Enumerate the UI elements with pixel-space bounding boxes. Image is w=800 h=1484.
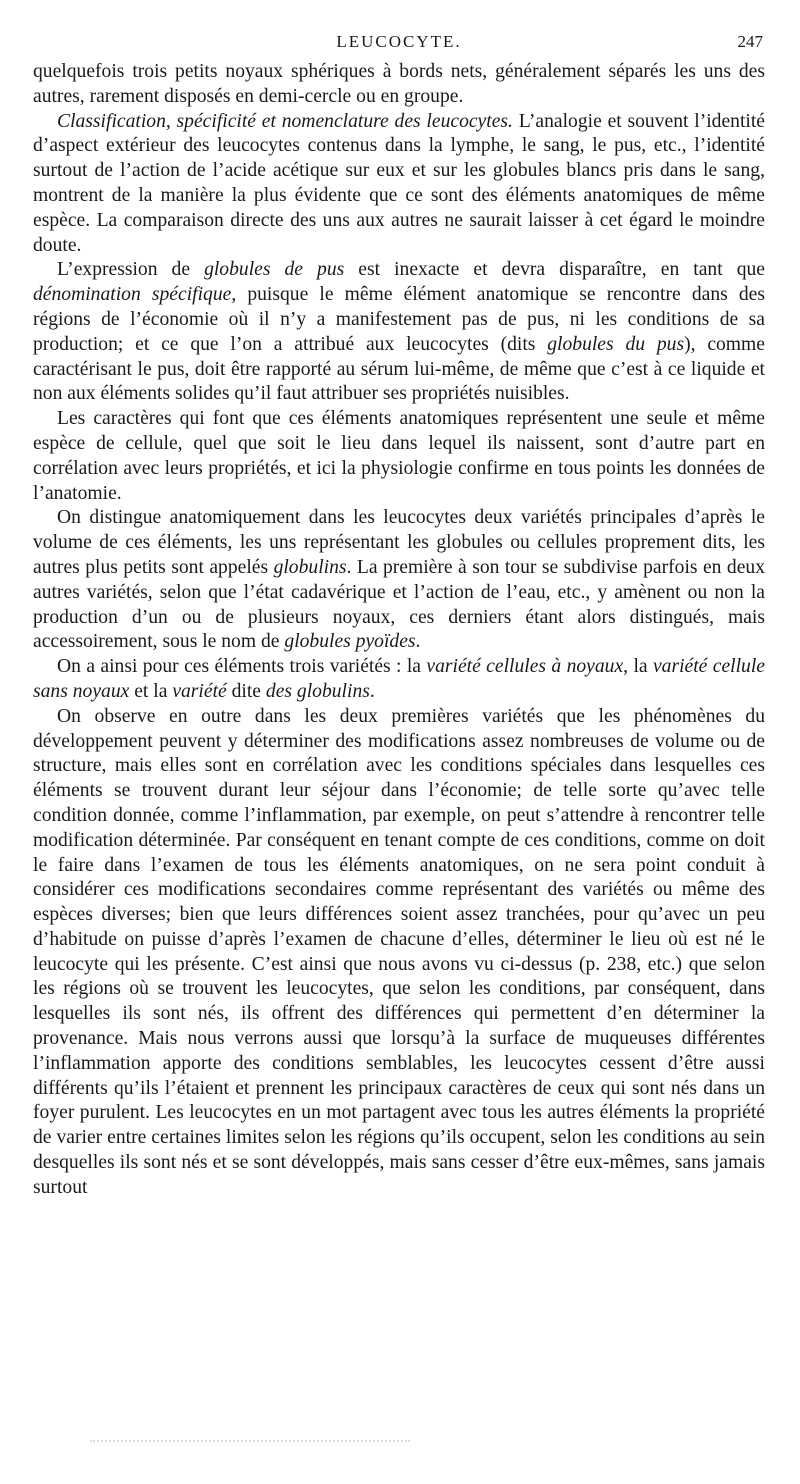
text-run: quelquefois trois petits noyaux sphériques à bords nets, généralement séparés les uns des autres, rarement disposés en demi-cercle ou en groupe. (33, 61, 765, 107)
text-run: On a ainsi pour ces éléments trois variétés : la (57, 656, 427, 678)
paragraph (33, 705, 765, 1201)
italic-text-run: des globulins (265, 680, 370, 702)
text-run: Les caractères qui font que ces éléments anatomiques représentent une seule et même espèce de cellule, quel que soit le lieu dans lequel ils naissent, sont d’autre part en corrélation avec leurs propriétés, et ici la physiologie confirme en tous points les données de l’anatomie. (33, 408, 765, 504)
italic-text-run: globules du pus (547, 333, 685, 355)
paragraph (33, 110, 765, 259)
italic-text-run: globules pyoïdes (284, 631, 416, 653)
text-run: dite (226, 680, 266, 702)
paragraph (33, 655, 765, 705)
text-run: , puisque le même élément anatomique se rencontre dans des régions de l’économie où il n’y a manifestement pas de pus, ni les conditions de sa production; et ce que l’on a attribué aux leucocytes (dits (33, 284, 765, 355)
italic-text-run: variété cellule sans noyaux (33, 656, 765, 702)
italic-text-run: variété cellules à noyaux (426, 656, 624, 678)
text-run: , la (623, 656, 653, 678)
italic-text-run: globules de pus (204, 259, 345, 281)
text-run: . (415, 631, 421, 653)
page-number: 247 (737, 32, 763, 51)
paragraph (33, 258, 765, 407)
italic-text-run: globulins (273, 556, 347, 578)
text-run: est inexacte et devra disparaître, en tant que (344, 259, 765, 281)
text-run: L’analogie et souvent l’identité d’aspect extérieur des leucocytes contenus dans la lymphe, le sang, le pus, etc., l’identité surtout de l’action de l’acide acétique sur eux et sur les globules blancs pris dans le sang, montrent de la manière la plus évidente que ce sont des éléments anatomiques de même espèce. La comparaison directe des uns aux autres ne saurait laisser à cet égard le moindre doute. (33, 110, 765, 256)
book-page (33, 30, 765, 1201)
italic-text-run: dénomination spécifique (33, 284, 232, 306)
faint-footer-mark (90, 1440, 410, 1445)
text-run: L’expression de (57, 259, 205, 281)
text-run: et la (129, 680, 173, 702)
text-run: . (369, 680, 375, 702)
paragraph (33, 60, 765, 110)
italic-text-run: variété (172, 680, 227, 702)
paragraph (33, 407, 765, 506)
text-run: . La première à son tour se subdivise parfois en deux autres variétés, selon que l’état cadavérique et l’action de l’eau, etc., y amènent ou non la production d’un ou de plusieurs noyaux, ces derniers étant alors distingués, mais accessoirement, sous le nom de (33, 556, 765, 653)
paragraph (33, 506, 765, 655)
running-title: LEUCOCYTE. (336, 32, 462, 51)
italic-text-run: Classification, spécificité et nomenclature des leucocytes. (57, 110, 513, 132)
text-run: On distingue anatomiquement dans les leucocytes deux variétés principales d’après le volume de ces éléments, les uns représentant les globules ou cellules proprement dits, les autres plus petits sont appelés (33, 507, 765, 578)
text-run: ), comme caractérisant le pus, doit être rapporté au sérum lui-même, de même que c’est à ce liquide et non aux éléments solides qu’il faut attribuer ses propriétés nuisibles. (33, 333, 765, 405)
text-run: On observe en outre dans les deux premières variétés que les phénomènes du développement peuvent y déterminer des modifications assez nombreuses de volume ou de structure, mais elles sont en corrélation avec les conditions spéciales dans lesquelles ces éléments se trouvent durant leur séjour dans l’économie; de telle sorte qu’avec telle condition donnée, comme l’inflammation, par exemple, on peut s’attendre à rencontrer telle modification déterminée. Par conséquent en tenant compte de ces conditions, comme on doit le faire dans l’examen de tous les éléments anatomiques, on ne sera point conduit à considérer ces modifications secondaires comme représentant des variétés ou même des espèces diverses; bien que leurs différences soient assez tranchées, pour qu’avec un peu d’habitude on puisse d’après l’examen de chacune d’elles, déterminer le lieu où est né le leucocyte qui les présente. C’est ainsi que nous avons vu ci-dessus (p. 238, etc.) que selon les régions où se trouvent les leucocytes, que selon les conditions, par conséquent, dans lesquelles ils sont nés, ils offrent des différences qui permettent d’en déterminer la provenance. Mais nous verrons aussi que lorsqu’à la surface de muqueuses différentes l’inflammation apporte des conditions semblables, les leucocytes cessent d’être aussi différents qu’ils l’étaient et prennent les principaux caractères de ceux qui sont nés dans un foyer purulent. Les leucocytes en un mot partagent avec tous les autres éléments la propriété de varier entre certaines limites selon les régions qu’ils occupent, selon les conditions au sein desquelles ils sont nés et se sont développés, mais sans cesser d’être eux-mêmes, sans jamais surtout (33, 705, 765, 1198)
page-header (33, 30, 765, 56)
